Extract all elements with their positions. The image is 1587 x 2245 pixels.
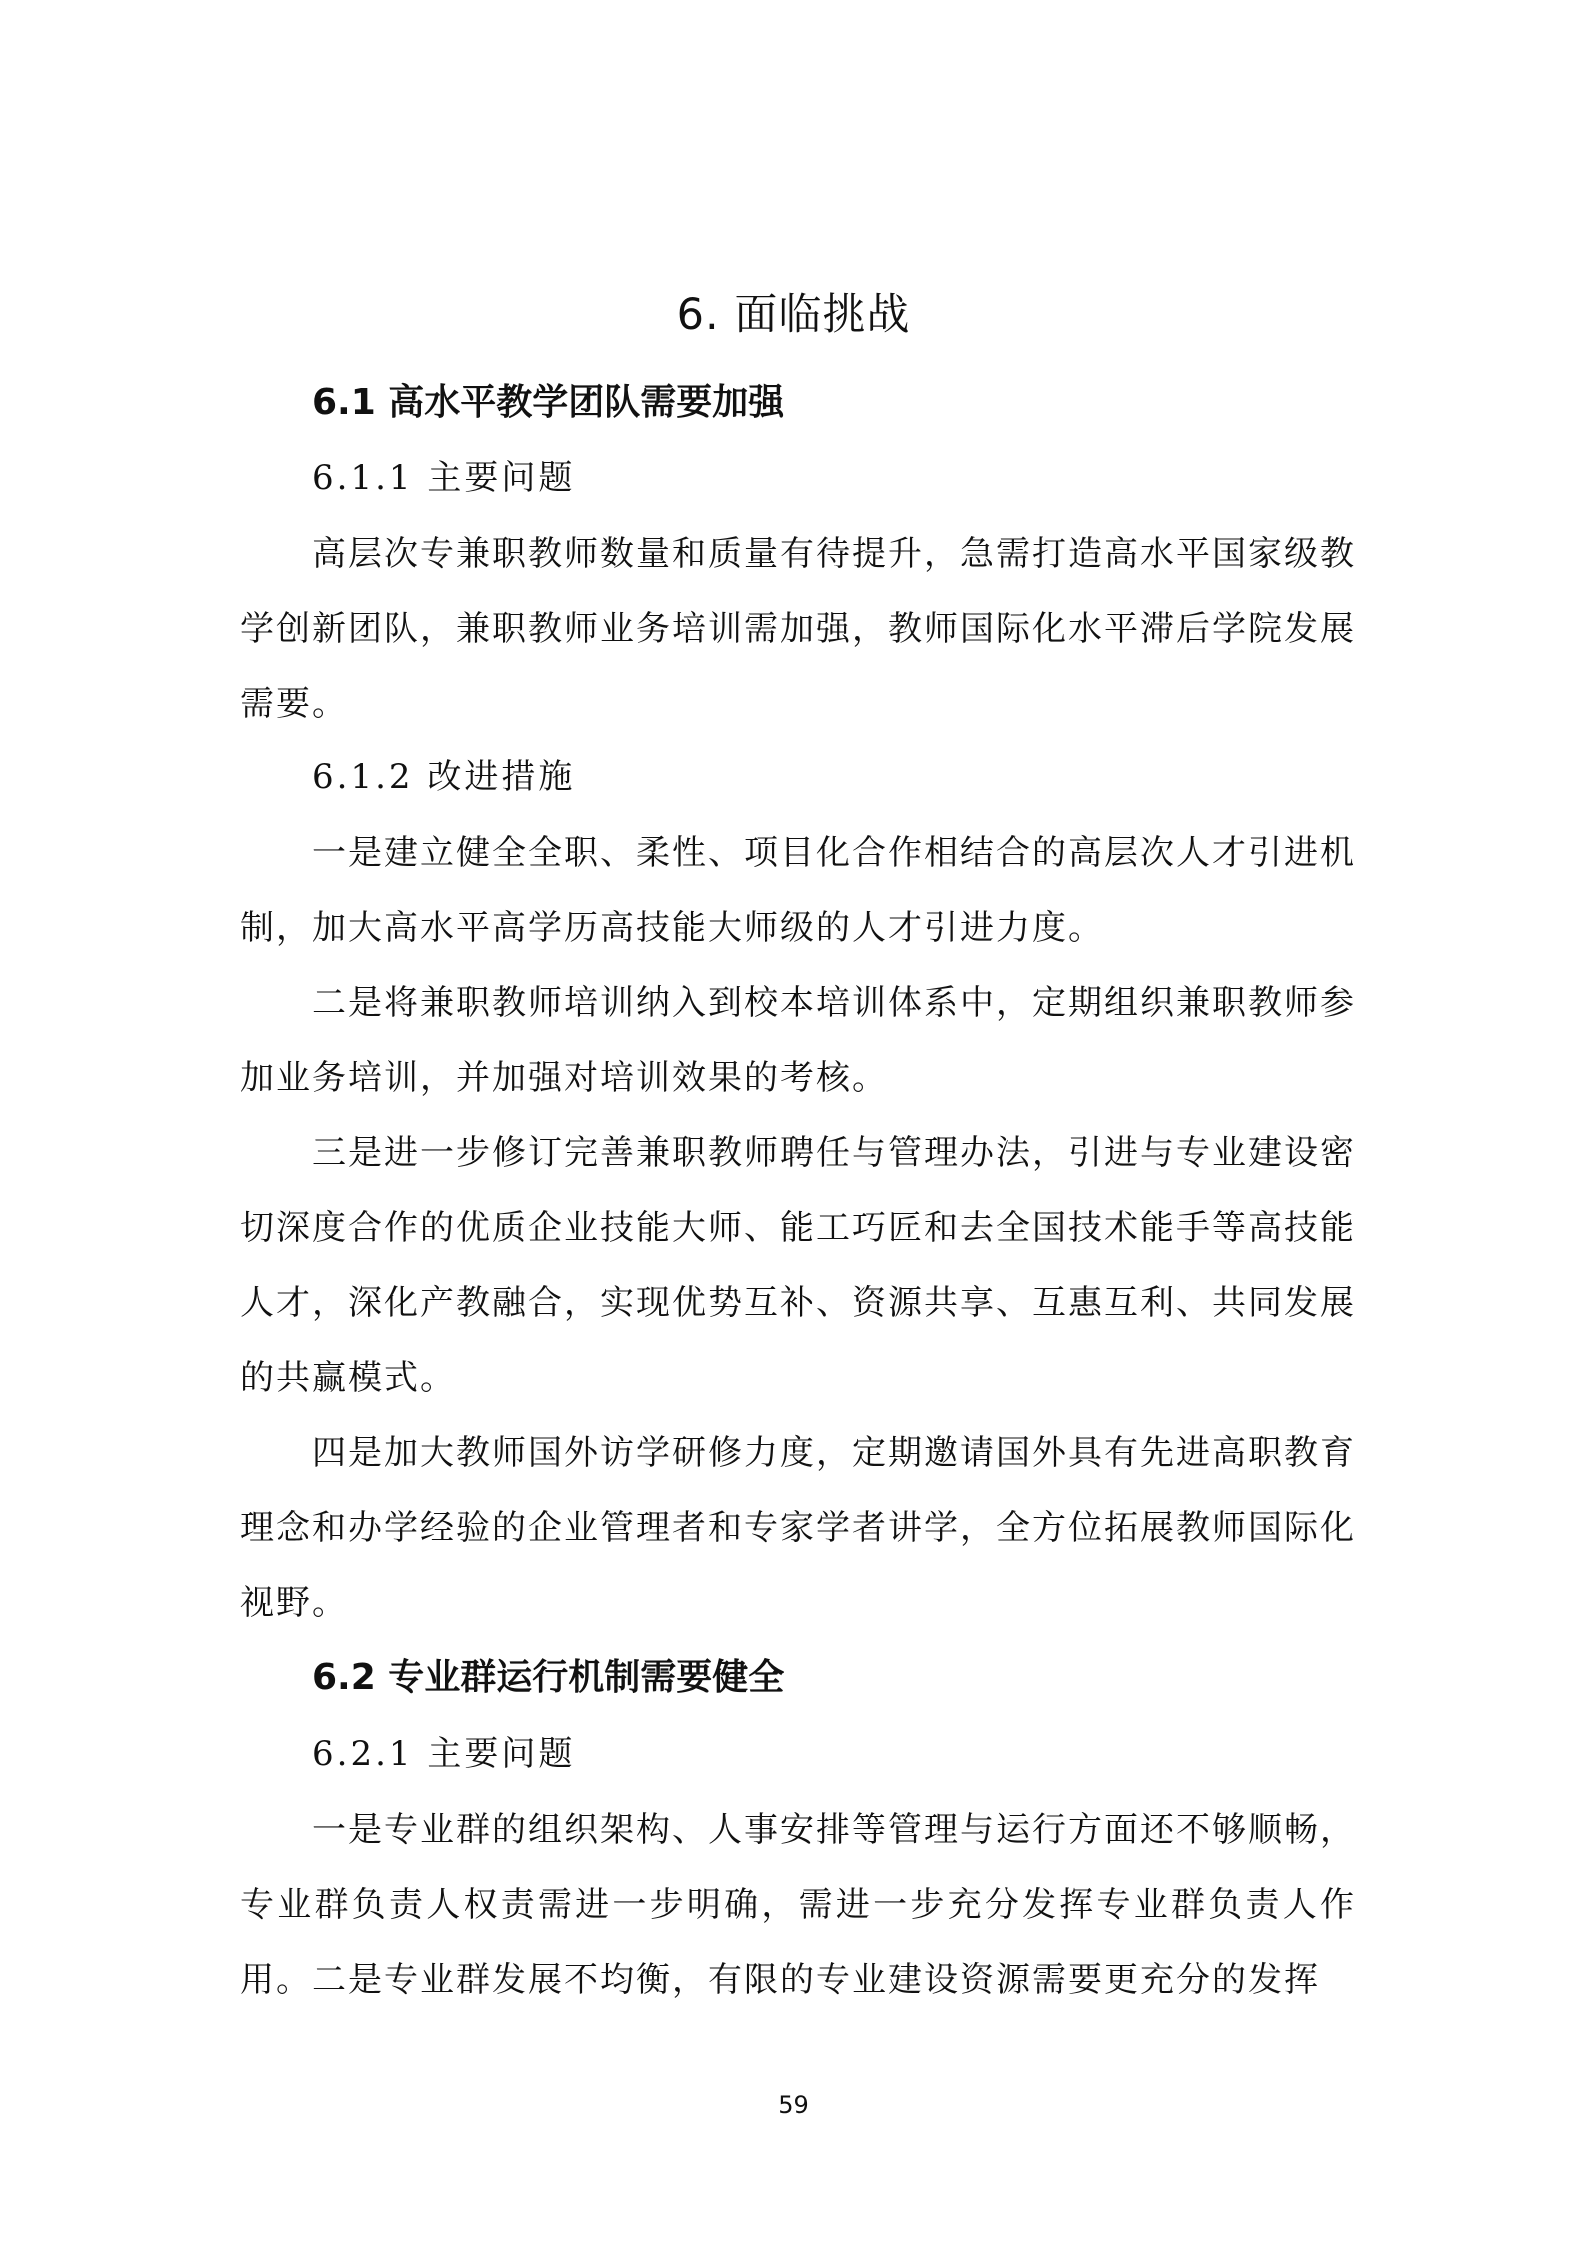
paragraph-measure-4: 四是加大教师国外访学研修力度，定期邀请国外具有先进高职教育理念和办学经验的企业管理者和专家学者讲学，全方位拓展教师国际化视野。 <box>240 1433 1356 1623</box>
chapter-title: 6. 面临挑战 <box>676 290 911 340</box>
section-heading-6-2: 6.2 专业群运行机制需要健全 <box>312 1657 785 1698</box>
subsection-heading-6-1-2: 6.1.2 改进措施 <box>312 757 576 797</box>
paragraph-problem-6-2: 一是专业群的组织架构、人事安排等管理与运行方面还不够顺畅，专业群负责人权责需进一步明确，需进一步充分发挥专业群负责人作用。二是专业群发展不均衡，有限的专业建设资源需要更充分的发挥 <box>240 1810 1356 2000</box>
paragraph-measure-3: 三是进一步修订完善兼职教师聘任与管理办法，引进与专业建设密切深度合作的优质企业技能大师、能工巧匠和去全国技术能手等高技能人才，深化产教融合，实现优势互补、资源共享、互惠互利、共同发展的共赢模式。 <box>240 1133 1356 1398</box>
subsection-heading-6-1-1: 6.1.1 主要问题 <box>312 458 576 498</box>
paragraph-problem-6-1: 高层次专兼职教师数量和质量有待提升，急需打造高水平国家级教学创新团队，兼职教师业务培训需加强，教师国际化水平滞后学院发展需要。 <box>240 534 1356 724</box>
subsection-heading-6-2-1: 6.2.1 主要问题 <box>312 1734 576 1774</box>
paragraph-measure-1: 一是建立健全全职、柔性、项目化合作相结合的高层次人才引进机制，加大高水平高学历高技能大师级的人才引进力度。 <box>240 833 1356 948</box>
paragraph-measure-2: 二是将兼职教师培训纳入到校本培训体系中，定期组织兼职教师参加业务培训，并加强对培训效果的考核。 <box>240 983 1356 1098</box>
section-heading-6-1: 6.1 高水平教学团队需要加强 <box>312 382 785 423</box>
page-number: 59 <box>778 2091 809 2119</box>
